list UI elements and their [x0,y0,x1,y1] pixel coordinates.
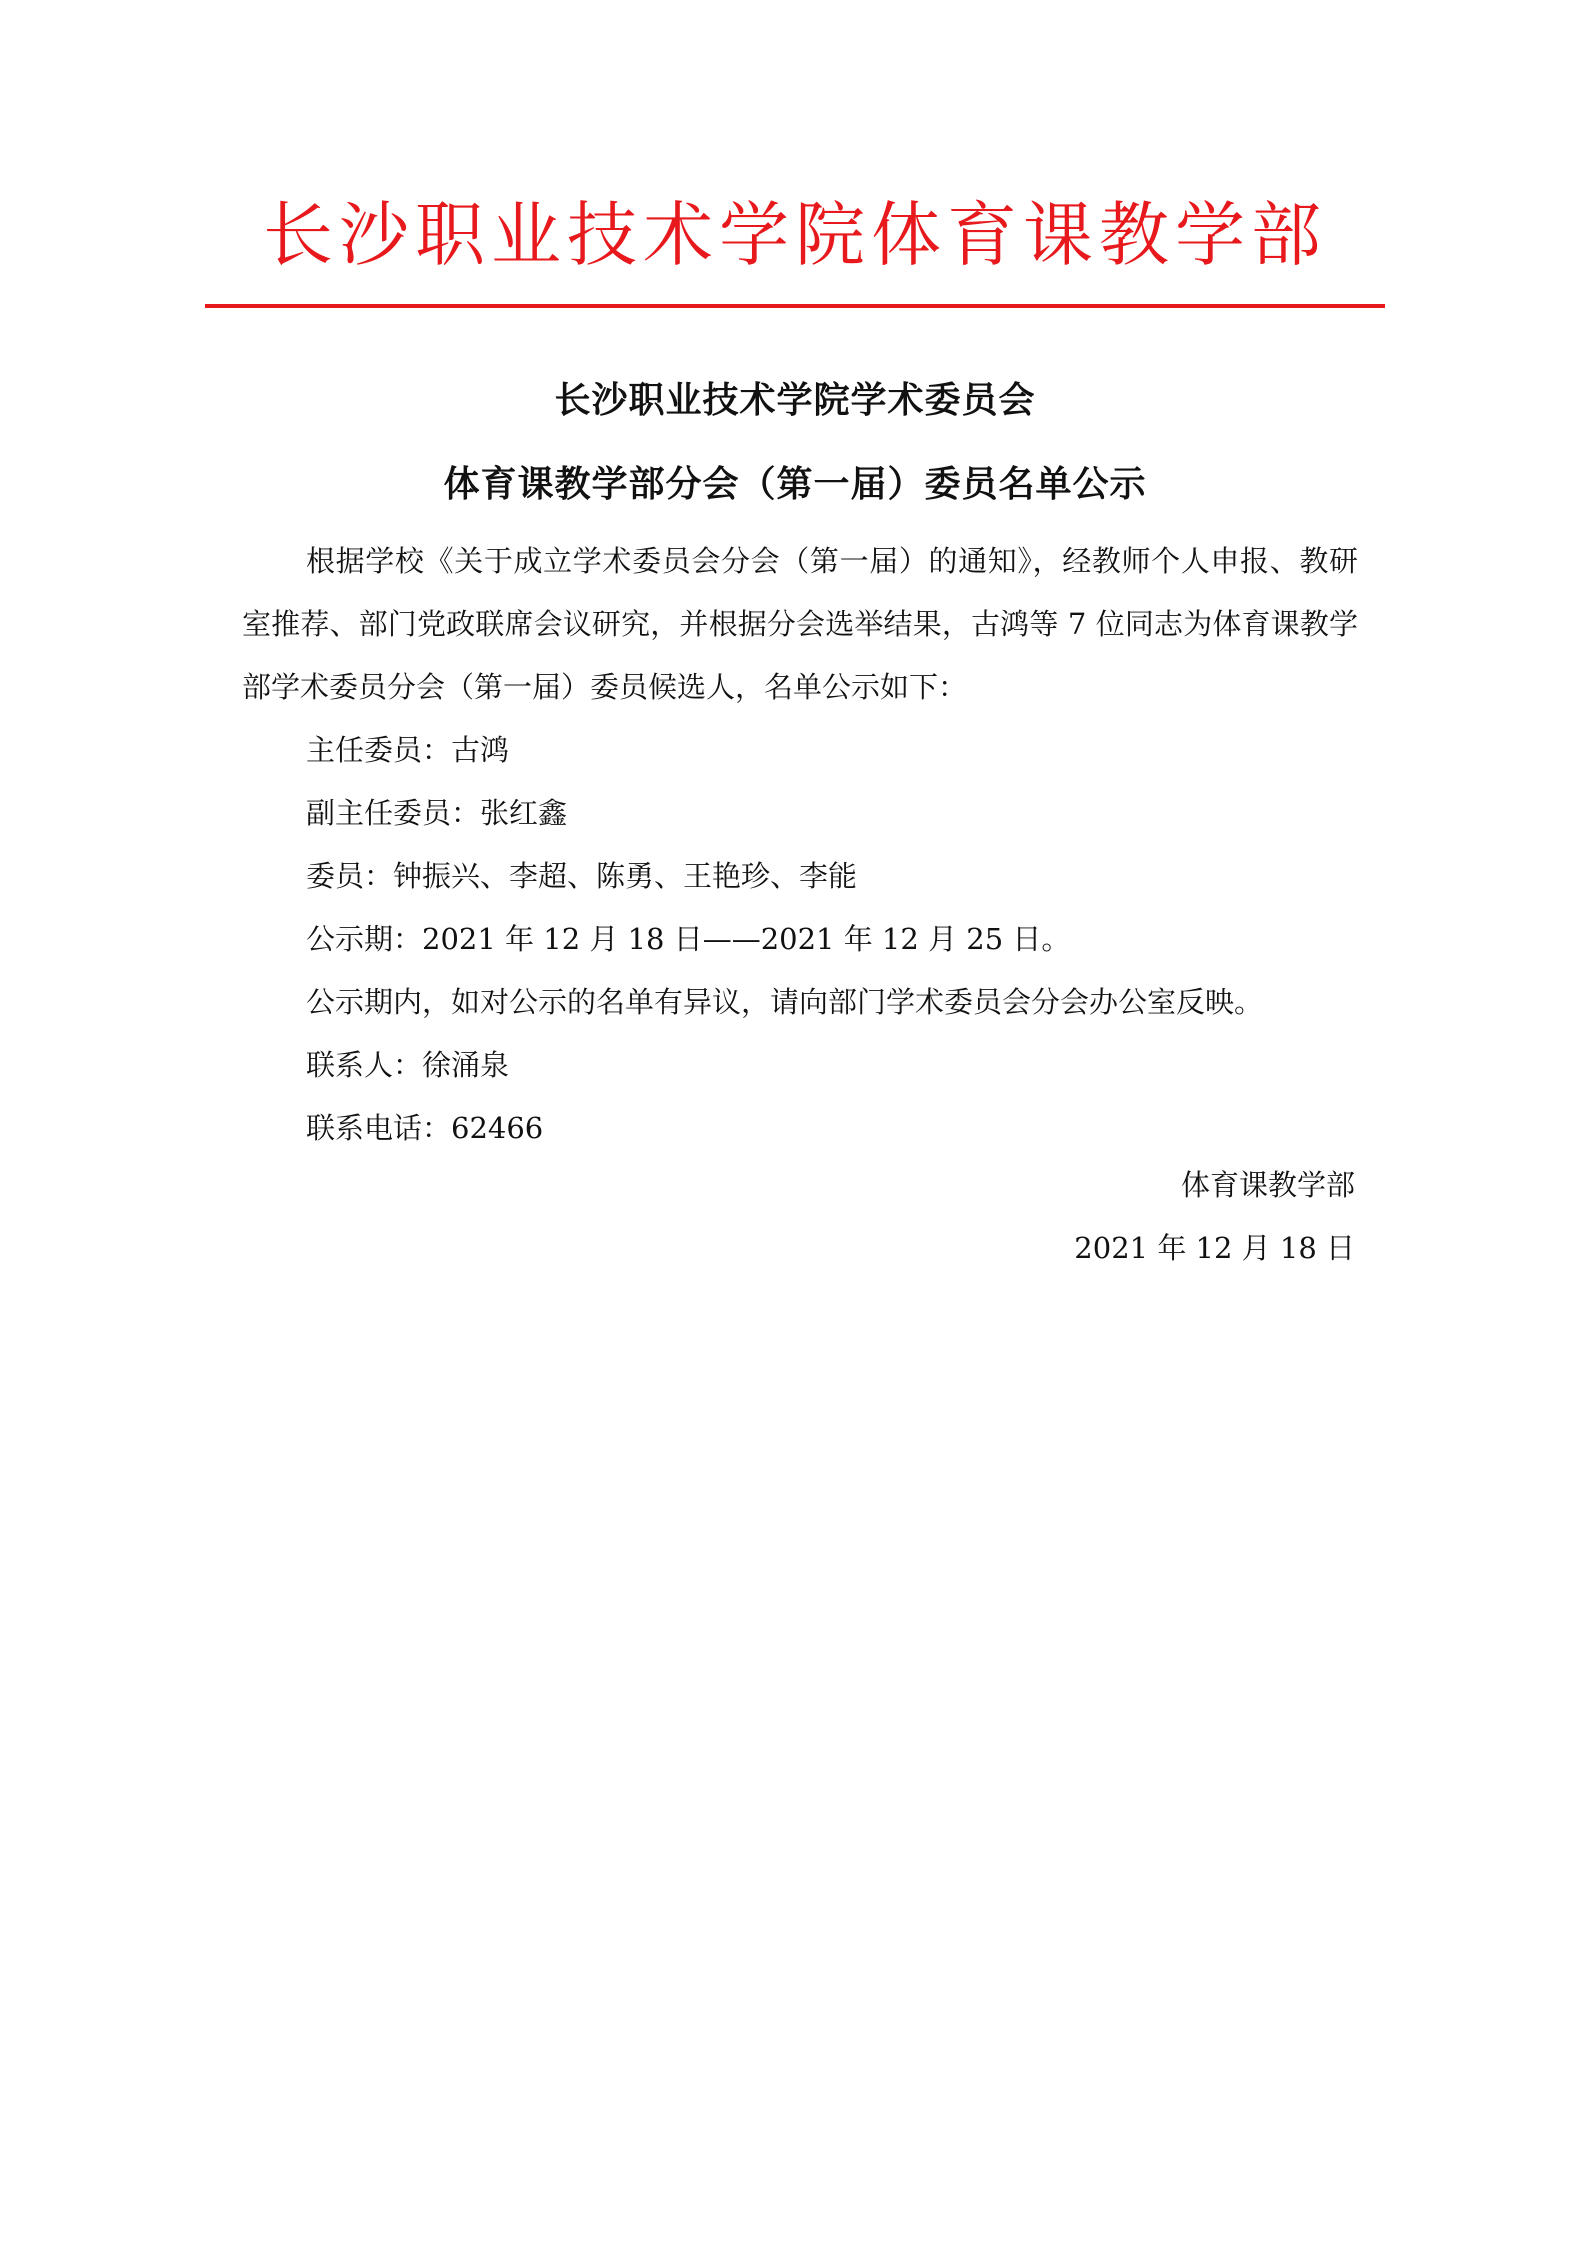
contact-person-line: 联系人：徐涌泉 [306,1048,510,1082]
signature-date: 2021 年 12 月 18 日 [1074,1231,1355,1265]
intro-paragraph: 根据学校《关于成立学术委员会分会（第一届）的通知》，经教师个人申报、教研室推荐、部门党政联席会议研究，并根据分会选举结果，古鸿等 7 位同志为体育课教学部学术委员分会（第一届）委员候选人，名单公示如下： [242,544,1358,704]
letterhead-title: 长沙职业技术学院体育课教学部 [263,194,1327,276]
director-line: 主任委员：古鸿 [306,733,510,767]
deputy-director-line: 副主任委员：张红鑫 [306,796,568,830]
document-title-line1: 长沙职业技术学院学术委员会 [554,380,1036,421]
contact-phone-line: 联系电话：62466 [306,1111,544,1145]
document-body [242,530,1358,1160]
document-title-line2: 体育课教学部分会（第一届）委员名单公示 [443,464,1147,505]
letterhead-divider [205,304,1385,308]
signature-department: 体育课教学部 [1180,1168,1355,1202]
objection-line: 公示期内，如对公示的名单有异议，请向部门学术委员会分会办公室反映。 [306,985,1264,1019]
signature-block [1074,1154,1355,1280]
members-line: 委员：钟振兴、李超、陈勇、王艳珍、李能 [306,859,858,893]
notice-period-line: 公示期：2021 年 12 月 18 日——2021 年 12 月 25 日。 [306,922,1071,956]
